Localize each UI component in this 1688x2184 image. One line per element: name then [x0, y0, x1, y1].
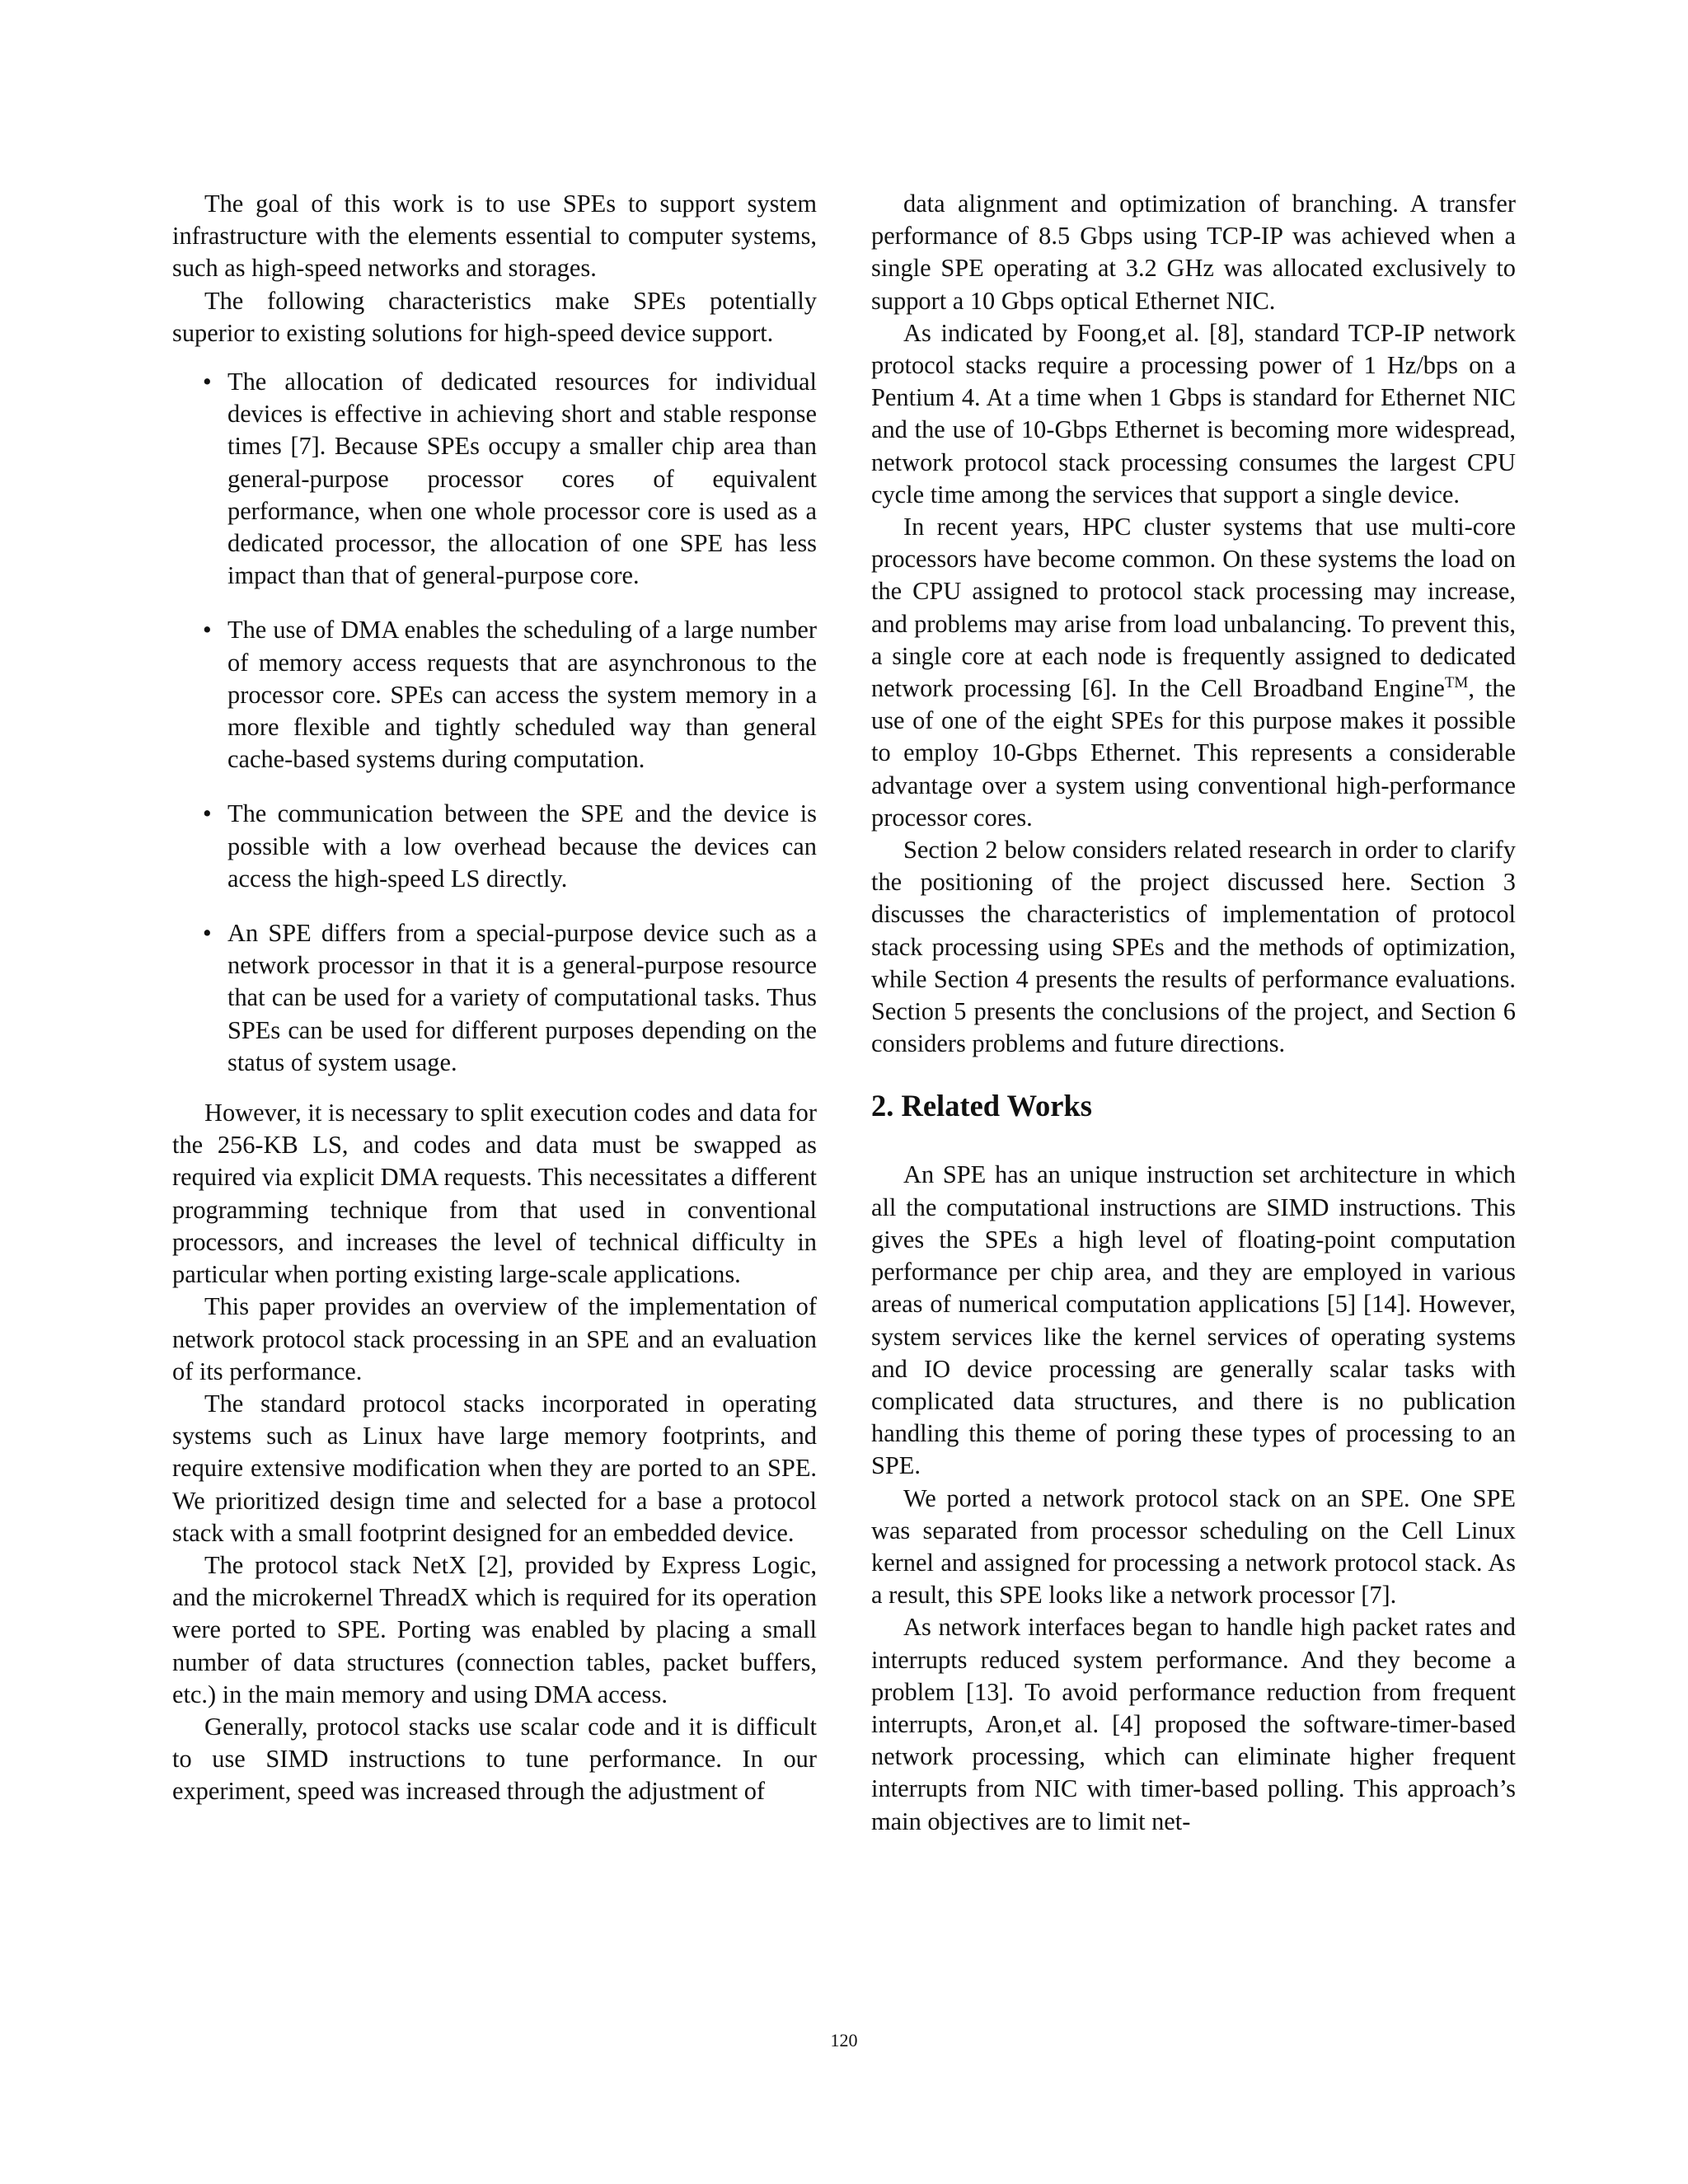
- list-item: [172, 366, 817, 592]
- paragraph-however: However, it is necessary to split execution codes and data for the 256-KB LS, and codes and data must be swapped as required via explicit DMA requests. This necessitates a different programming technique from that used in conventional processors, and increases the level of technical difficulty in particular when porting existing large-scale applications.: [172, 1099, 817, 1289]
- paragraph-ported: We ported a network protocol stack on an SPE. One SPE was separated from processor scheduling on the Cell Linux kernel and assigned for processing a network protocol stack. As a result, this SPE looks like a network processor [7].: [871, 1483, 1516, 1610]
- paragraph-sections: Section 2 below considers related research in order to clarify the positioning of the project discussed here. Section 3 discusses the characteristics of implementation of protocol stack processing using SPEs and the methods of optimization, while Section 4 presents the results of performance evaluations. Section 5 presents the conclusions of the project, and Section 6 considers problems and future directions.: [871, 836, 1516, 1058]
- bullet-icon: •: [203, 616, 212, 644]
- paragraph-standard-stacks: The standard protocol stacks incorporated in operating systems such as Linux have large memory footprints, and require extensive modification when they are ported to an SPE. We prioritized design time and selected for a base a protocol stack with a small footprint designed for an embedded device.: [172, 1389, 817, 1547]
- list-item: [172, 917, 817, 1079]
- paragraph-foong: As indicated by Foong,et al. [8], standard TCP-IP network protocol stacks require a processing power of 1 Hz/bps on a Pentium 4. At a time when 1 Gbps is standard for Ethernet NIC and the use of 10-Gbps Ethernet is becoming more widespread, network protocol stack processing consumes the largest CPU cycle time among the services that support a single device.: [871, 318, 1516, 509]
- left-column: [172, 188, 817, 1808]
- list-item-text: The allocation of dedicated resources for individual devices is effective in achieving short and stable response times [7]. Because SPEs occupy a smaller chip area than general-purpose processor cores of equivalent performance, when one whole processor core is used as a dedicated processor, the allocation of one SPE has less impact than that of general-purpose core.: [227, 368, 817, 590]
- paragraph-continued: data alignment and optimization of branching. A transfer performance of 8.5 Gbps using TCP-IP was achieved when a single SPE operating at 3.2 GHz was allocated exclusively to support a 10 Gbps optical Ethernet NIC.: [871, 190, 1516, 315]
- paragraph-hpc: [871, 511, 1516, 834]
- paragraph-hpc-text-2: , the use of one of the eight SPEs for this purpose makes it possible to employ 10-Gbps Ethernet. This represents a considerable advantage over a system using conventional high-performance processor cores.: [871, 674, 1516, 832]
- page-number: 120: [830, 2030, 858, 2050]
- list-item: [172, 614, 817, 776]
- paragraph-generally: Generally, protocol stacks use scalar code and it is difficult to use SIMD instructions to tune performance. In our experiment, speed was increased through the adjustment of: [172, 1712, 817, 1806]
- trademark-superscript: TM: [1444, 674, 1469, 692]
- bullet-icon: •: [203, 799, 212, 828]
- paragraph-overview: This paper provides an overview of the implementation of network protocol stack processing in an SPE and an evaluation of its performance.: [172, 1292, 817, 1385]
- paragraph-isa: An SPE has an unique instruction set architecture in which all the computational instructions are SIMD instructions. This gives the SPEs a high level of floating-point computation performance per chip area, and they are employed in various areas of numerical computation applications [5] [14]. However, system services like the kernel services of operating systems and IO device processing are generally scalar tasks with complicated data structures, and there is no publication handling this theme of poring these types of processing to an SPE.: [871, 1160, 1516, 1480]
- paragraph-goal: The goal of this work is to use SPEs to support system infrastructure with the elements essential to computer systems, such as high-speed networks and storages.: [172, 190, 817, 283]
- paragraph-interfaces: As network interfaces began to handle high packet rates and interrupts reduced system performance. And they become a problem [13]. To avoid performance reduction from frequent interrupts, Aron,et al. [4] proposed the software-timer-based network processing, which can eliminate higher frequent interrupts from NIC with timer-based polling. This approach’s main objectives are to limit net-: [871, 1613, 1516, 1835]
- right-column: [871, 188, 1516, 1838]
- paragraph-characteristics: The following characteristics make SPEs potentially superior to existing solutions for high-speed device support.: [172, 286, 817, 347]
- list-item-text: An SPE differs from a special-purpose device such as a network processor in that it is a general-purpose resource that can be used for a variety of computational tasks. Thus SPEs can be used for different purposes depending on the status of system usage.: [227, 919, 817, 1076]
- list-item: [172, 798, 817, 895]
- paragraph-netx: The protocol stack NetX [2], provided by Express Logic, and the microkernel ThreadX which is required for its operation were ported to SPE. Porting was enabled by placing a small number of data structures (connection tables, packet buffers, etc.) in the main memory and using DMA access.: [172, 1550, 817, 1708]
- bullet-icon: •: [203, 919, 212, 948]
- list-item-text: The communication between the SPE and the device is possible with a low overhead because the devices can access the high-speed LS directly.: [227, 799, 817, 893]
- characteristics-list: [172, 366, 817, 1079]
- paragraph-hpc-text-1: In recent years, HPC cluster systems that use multi-core processors have become common. On these systems the load on the CPU assigned to protocol stack processing may increase, and problems may arise from load unbalancing. To prevent this, a single core at each node is frequently assigned to dedicated network processing [6]. In the Cell Broadband Engine: [871, 513, 1516, 703]
- section-heading-related-works: 2. Related Works: [871, 1089, 1093, 1123]
- list-item-text: The use of DMA enables the scheduling of a large number of memory access requests that are asynchronous to the processor core. SPEs can access the system memory in a more flexible and tightly scheduled way than general cache-based systems during computation.: [227, 616, 817, 774]
- bullet-icon: •: [203, 368, 212, 396]
